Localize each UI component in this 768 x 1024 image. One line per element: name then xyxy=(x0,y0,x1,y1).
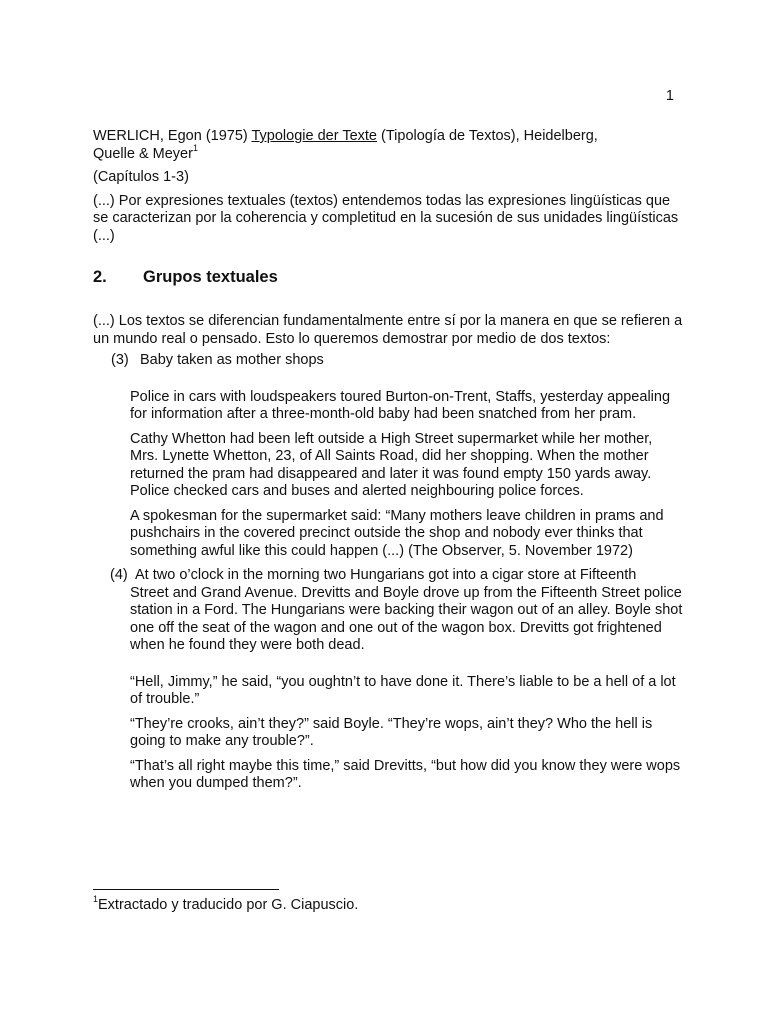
section-paragraph: (...) Los textos se diferencian fundamentalmente entre sí por la manera en que se refieren a un mundo real o pensado. Esto lo queremos demostrar por medio de dos textos: xyxy=(93,313,683,347)
example-3-label: (3) xyxy=(111,352,129,368)
example-3-heading xyxy=(93,352,683,370)
example-3-text xyxy=(130,389,683,561)
example-3-paragraph: A spokesman for the supermarket said: “Many mothers leave children in prams and pushchairs in the covered precinct outside the shop and nobody ever thinks that something awful like this could happen (...) (The Observer, 5. November 1972) xyxy=(130,507,664,559)
section-number: 2. xyxy=(93,268,107,286)
reference-rest-line1: (Tipología de Textos), Heidelberg, xyxy=(376,128,598,144)
dialog-line: “They’re crooks, ain’t they?” said Boyle. “They’re wops, ain’t they? Who the hell is going to make any trouble?”. xyxy=(130,715,653,749)
example-4-label: (4) xyxy=(110,567,128,583)
page-number: 1 xyxy=(665,88,674,104)
example-4-dialog xyxy=(130,674,683,793)
section-title: Grupos textuales xyxy=(143,268,278,286)
bibliographic-reference xyxy=(93,128,683,163)
section-heading xyxy=(93,267,683,287)
footnote-mark: 1 xyxy=(93,894,99,905)
reference-author-year: WERLICH, Egon (1975) xyxy=(93,128,252,144)
dialog-line: “Hell, Jimmy,” he said, “you oughtn’t to have done it. There’s liable to be a hell of a lot of trouble.” xyxy=(130,673,676,707)
example-3-paragraph: Cathy Whetton had been left outside a High Street supermarket while her mother, Mrs. Lynette Whetton, 23, of All Saints Road, did her shopping. When the mother returned the pram had disappeared and later it was found empty 150 yards away. Police checked cars and buses and alerted neighbouring police forces. xyxy=(130,430,653,499)
document-body xyxy=(93,128,683,800)
example-4-first-line xyxy=(110,567,683,585)
dialog-line: “That’s all right maybe this time,” said Drevitts, “but how did you know they were wops when you dumped them?”. xyxy=(130,757,681,791)
example-4-first-text: At two o’clock in the morning two Hungarians got into a cigar store at Fifteenth xyxy=(135,567,637,583)
intro-paragraph: (...) Por expresiones textuales (textos) entendemos todas las expresiones lingüísticas que se caracterizan por la coherencia y completitud en la sucesión de sus unidades lingüísticas (...) xyxy=(93,192,679,244)
reference-rest-line2: Quelle & Meyer xyxy=(93,145,193,162)
example-3-paragraph: Police in cars with loudspeakers toured Burton-on-Trent, Staffs, yesterday appealing for information after a three-month-old baby had been snatched from her pram. xyxy=(130,388,671,422)
example-4-text: Street and Grand Avenue. Drevitts and Boyle drove up from the Fifteenth Street police station in a Ford. The Hungarians were backing their wagon out of an alley. Boyle shot one off the seat of the wagon and one out of the wagon box. Drevitts got frightened when he found they were both dead. xyxy=(130,584,683,653)
chapters-note: (Capítulos 1-3) xyxy=(93,169,189,185)
footnote xyxy=(93,896,358,914)
example-3-title: Baby taken as mother shops xyxy=(140,352,324,368)
reference-title: Typologie der Texte xyxy=(251,128,377,144)
footnote-text: Extractado y traducido por G. Ciapuscio. xyxy=(98,897,359,913)
footnote-reference-mark[interactable]: 1 xyxy=(192,142,198,153)
footnote-separator xyxy=(93,889,279,890)
